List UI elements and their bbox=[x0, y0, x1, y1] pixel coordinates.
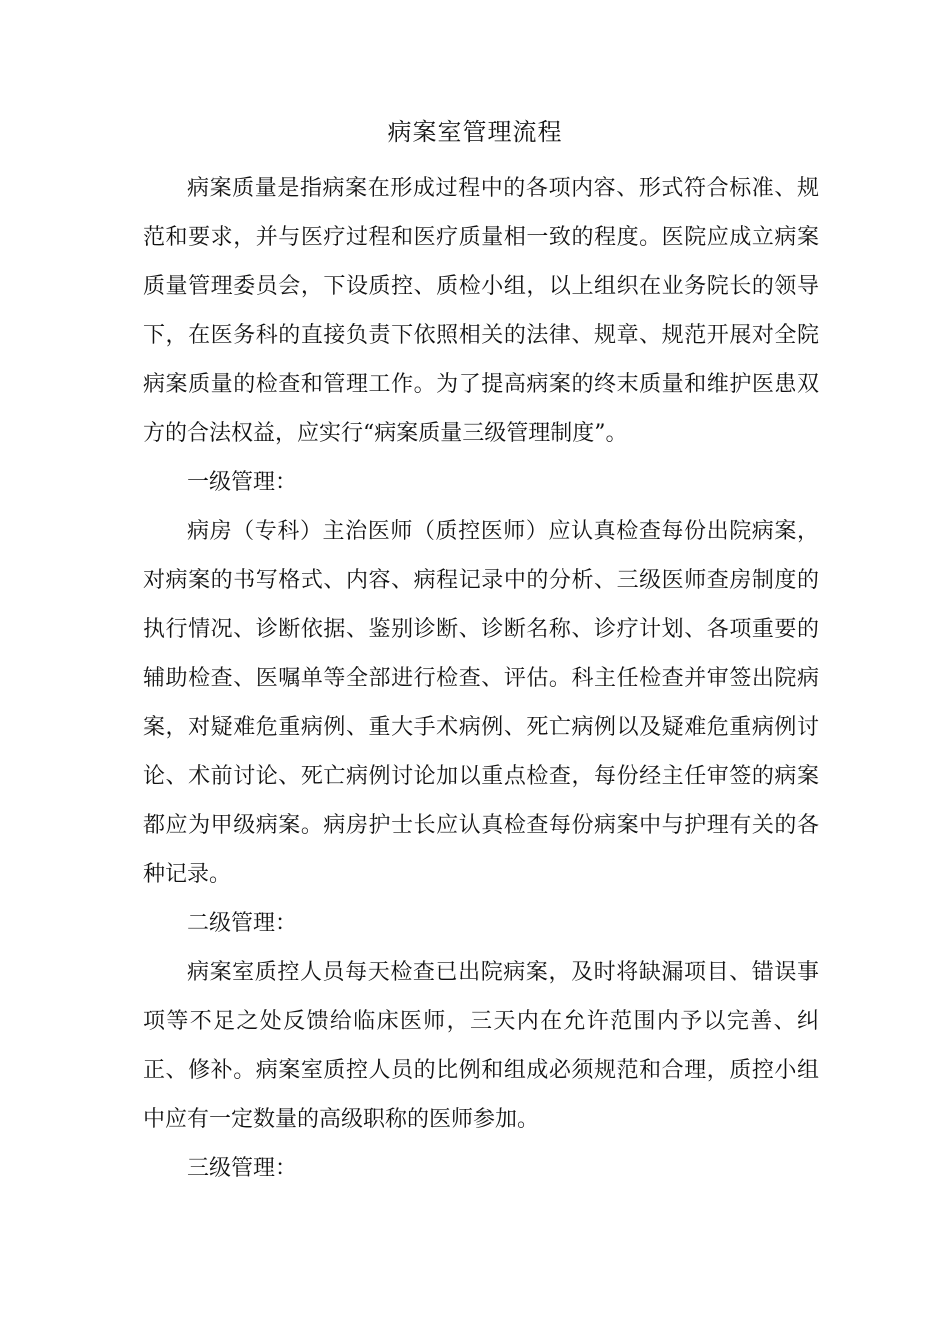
section-heading-level-1: 一级管理： bbox=[187, 470, 298, 495]
section-heading-level-3: 三级管理： bbox=[187, 1156, 298, 1181]
section-heading-level-2: 二级管理： bbox=[187, 911, 298, 936]
level-1-paragraph: 病房（专科）主治医师（质控医师）应认真检查每份出院病案，对病案的书写格式、内容、病程记录中的分析、三级医师查房制度的执行情况、诊断依据、鉴别诊断、诊断名称、诊疗计划、各项重要的辅助检查、医嘱单等全部进行检查、评估。科主任检查并审签出院病案，对疑难危重病例、重大手术病例、死亡病例以及疑难危重病例讨论、术前讨论、死亡病例讨论加以重点检查，每份经主任审签的病案都应为甲级病案。病房护士长应认真检查每份病案中与护理有关的各种记录。 bbox=[143, 519, 819, 887]
level-2-paragraph: 病案室质控人员每天检查已出院病案，及时将缺漏项目、错误事项等不足之处反馈给临床医师，三天内在允许范围内予以完善、纠正、修补。病案室质控人员的比例和组成必须规范和合理，质控小组中应有一定数量的高级职称的医师参加。 bbox=[143, 960, 819, 1132]
document-title: 病案室管理流程 bbox=[387, 118, 563, 146]
document-body bbox=[143, 164, 819, 1193]
intro-paragraph: 病案质量是指病案在形成过程中的各项内容、形式符合标准、规范和要求，并与医疗过程和医疗质量相一致的程度。医院应成立病案质量管理委员会，下设质控、质检小组，以上组织在业务院长的领导下，在医务科的直接负责下依照相关的法律、规章、规范开展对全院病案质量的检查和管理工作。为了提高病案的终末质量和维护医患双方的合法权益，应实行“病案质量三级管理制度”。 bbox=[143, 176, 819, 446]
